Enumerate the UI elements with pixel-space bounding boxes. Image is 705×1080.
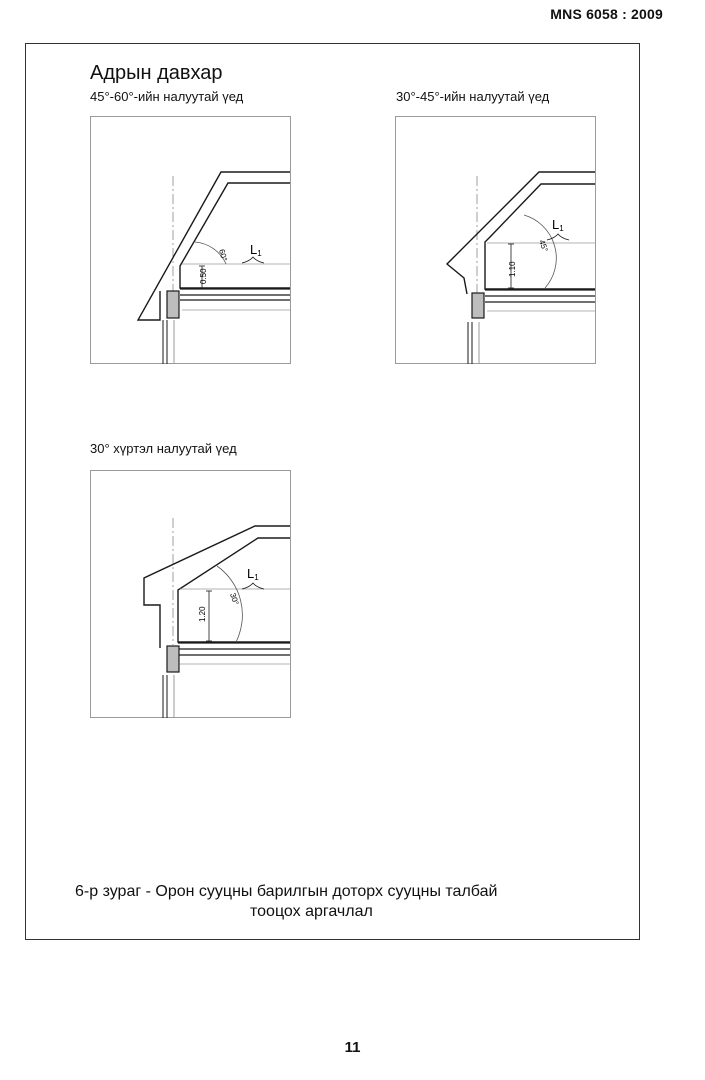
angle-arc	[217, 566, 242, 642]
insulation-block	[167, 291, 179, 318]
length-brace	[242, 583, 264, 589]
figure-caption	[75, 882, 595, 922]
height-label: 1.10	[508, 261, 517, 277]
roof-slab	[138, 172, 290, 320]
floor-slab	[178, 643, 290, 655]
insulation-block	[167, 646, 179, 672]
figure-caption-line-2: тооцох аргачлал	[250, 903, 373, 920]
roof-slab	[447, 172, 595, 294]
insulation-block	[472, 293, 484, 318]
figure-caption-line-1: 6-р зураг - Орон сууцны барилгын доторх сууцны талбай	[75, 883, 498, 900]
roof-section-diagram-45	[395, 116, 596, 364]
height-label: 1.20	[198, 606, 207, 622]
diagram-border	[91, 471, 291, 718]
angle-label: 30°	[228, 591, 241, 607]
diagram-border	[91, 117, 291, 364]
figure-2-caption: 30°-45°-ийн налуутай үед	[396, 89, 550, 104]
wall	[163, 675, 174, 718]
section-title: Адрын давхар	[90, 62, 223, 84]
figure-1-caption: 45°-60°-ийн налуутай үед	[90, 89, 244, 104]
standard-code: MNS 6058 : 2009	[550, 6, 663, 22]
roof-section-diagram-30	[90, 470, 291, 718]
diagram-border	[396, 117, 596, 364]
height-label: 0.50	[199, 268, 208, 284]
wall	[163, 320, 174, 364]
floor-slab	[180, 289, 290, 300]
wall	[468, 322, 479, 364]
page-number: 11	[344, 1039, 361, 1056]
figure-3-caption: 30° хүртэл налуутай үед	[90, 441, 237, 456]
angle-label: 45°	[537, 238, 550, 254]
floor-slab	[485, 290, 595, 302]
length-label: L1	[250, 242, 262, 258]
roof-slab	[144, 526, 290, 648]
length-label: L1	[247, 566, 259, 582]
angle-label: 60°	[217, 248, 229, 263]
roof-section-diagram-60	[90, 116, 291, 364]
length-label: L1	[552, 217, 564, 233]
